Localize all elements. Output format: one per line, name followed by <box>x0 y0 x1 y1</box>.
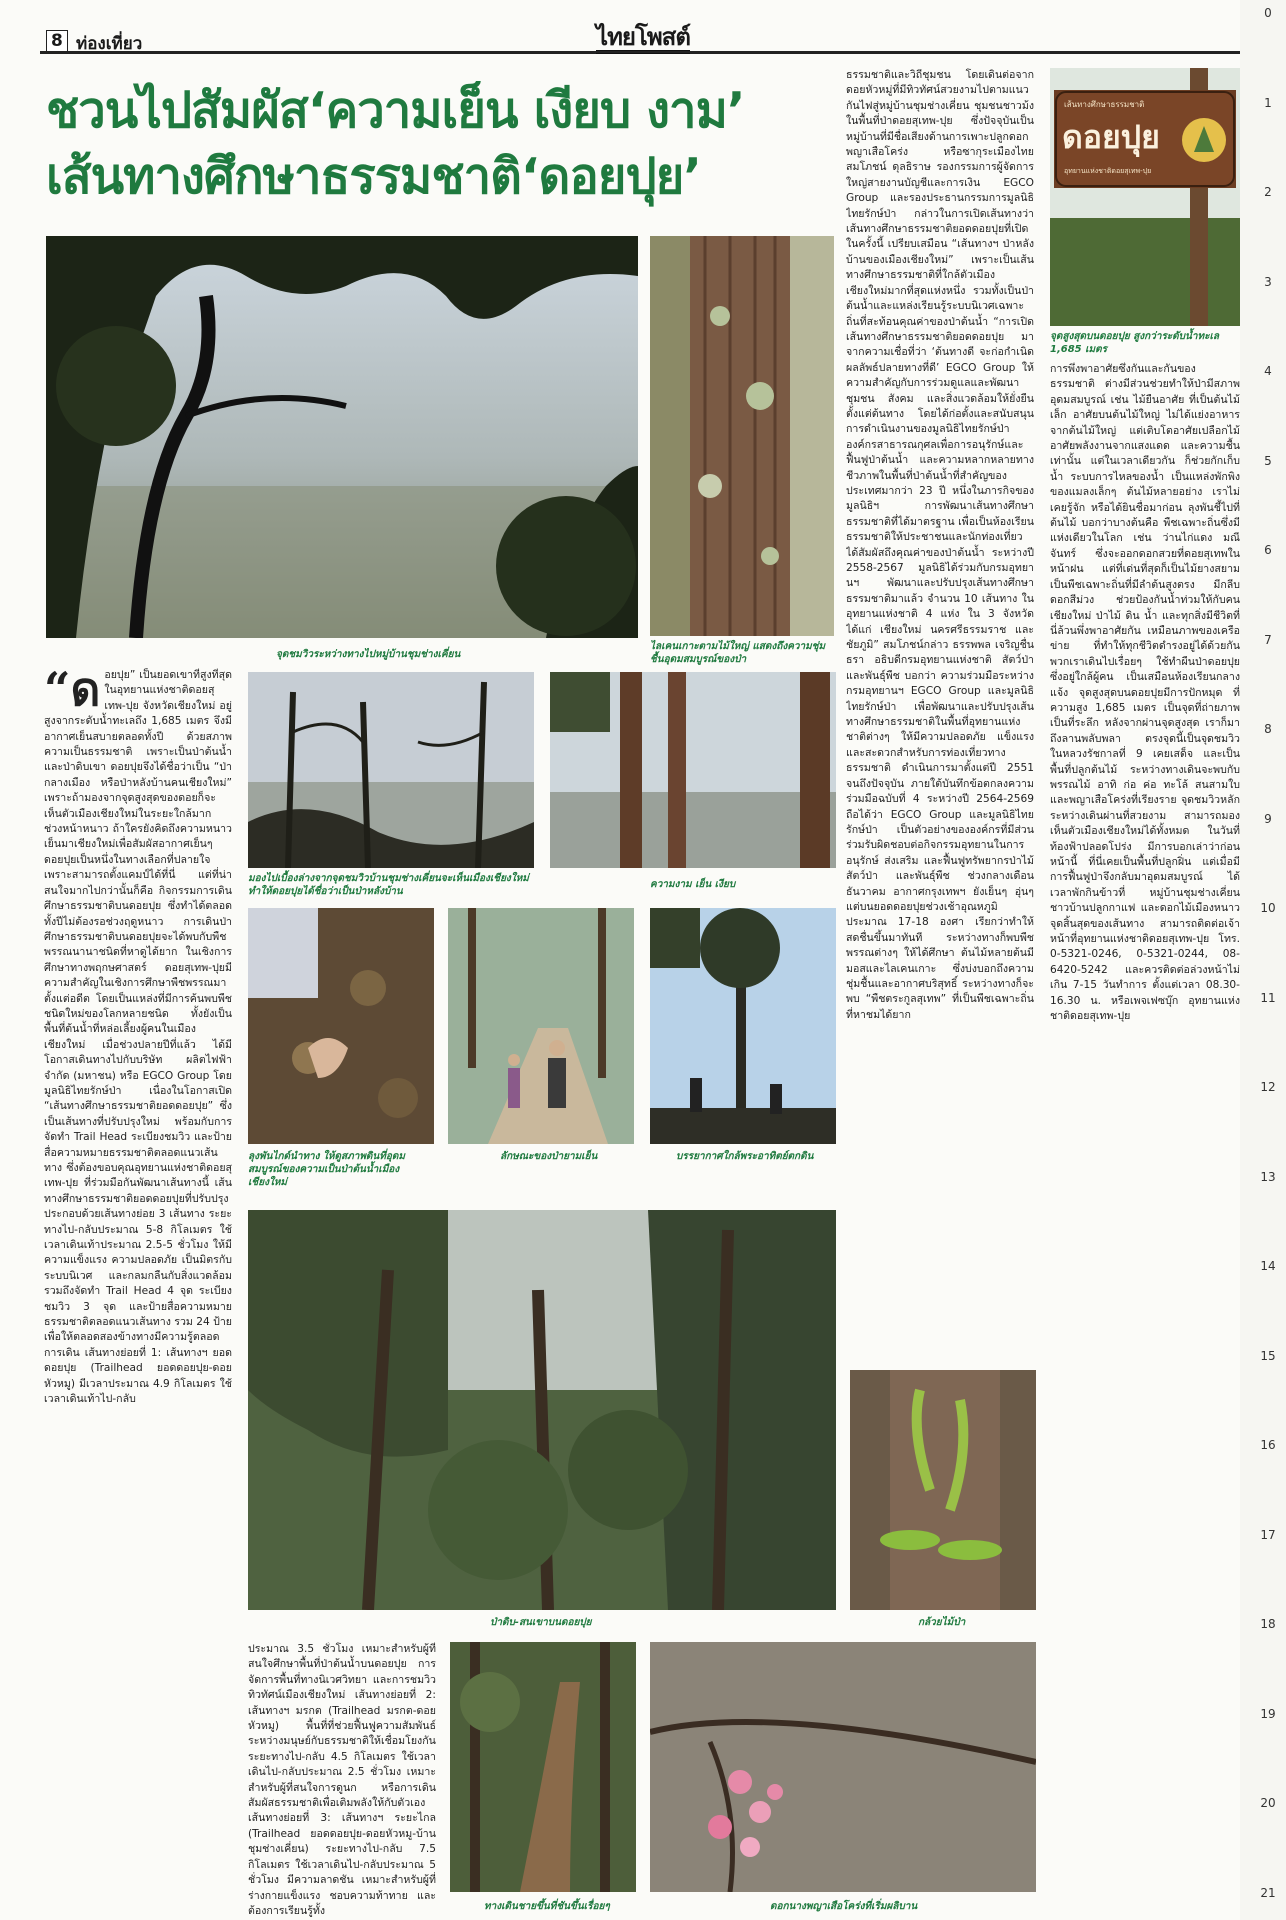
photo-wild-orchid <box>850 1370 1036 1610</box>
article-col1-text: อยปุย” เป็นยอดเขาที่สูงที่สุดในอุทยานแห่งชาติดอยสุเทพ-ปุย จังหวัดเชียงใหม่ อยู่สูงจากระดับน้ำทะเลถึง 1,685 เมตร จึงมีอากาศเย็นสบายตลอดทั้งปี ด้วยสภาพความเป็นธรรมชาติ เพราะเป็นป่าต้นน้ำ และป่าดิบเขา ดอยปุยจึงได้ชื่อว่าเป็น “ป่ากลางเมือง หรือป่าหลังบ้านคนเชียงใหม่” เพราะถ้ามองจากจุดสูงสุดของดอยก็จะเห็นตัวเมืองเชียงใหม่ในระยะใกล้มาก ช่วงหน้าหนาว ถ้าใครยังคิดถึงความหนาวเย็นมาเชียงใหม่เพื่อสัมผัสอากาศเย็นๆ ดอยปุยเป็นหนึ่งในทางเลือกที่ปลายใจ เพราะสามารถตั้งแคมป์ได้ที่นี่ แต่ที่น่าสนใจมากไปกว่านั้นก็คือ กิจกรรมการเดินศึกษาธรรมชาติบนดอยปุย ซึ่งทำได้ตลอดทั้งปีไม่ต้องรอช่วงฤดูหนาว การเดินป่าศึกษาธรรมชาติบนดอยปุยจะได้พบกับพืชพรรณนานาชนิดที่หาดูได้ยาก ในเชิงการศึกษาทางพฤกษศาสตร์ ดอยสุเทพ-ปุยมีความสำคัญในเชิงการศึกษาพืชพรรณมาตั้งแต่อดีต โดยเป็นแหล่งที่มีการค้นพบพืชชนิดใหม่ของโลกหลายชนิด ทั้งยังเป็นพื้นที่ต้นน้ำที่หล่อเลี้ยงผู้คนในเมืองเชียงใหม่ เมื่อช่วงปลายปีที่แล้ว ได้มีโอกาสเดินทางไปกับบริษัท ผลิตไฟฟ้า จำกัด (มหาชน) หรือ EGCO Group โดย มูลนิธิไทยรักษ์ป่า เนื่องในโอกาสเปิด “เส้นทางศึกษาธรรมชาติยอดดอยปุย” ซึ่งเป็นเส้นทางที่ปรับปรุงใหม่ พร้อมกับการจัดทำ Trail Head ระเบียงชมวิว และป้ายสื่อความหมายธรรมชาติตลอดแนวเส้นทาง ซึ่งต้องขอบคุณอุทยานแห่งชาติดอยสุเทพ-ปุย ที่ร่วมมือกันพัฒนาเส้นทางนี้ เส้นทางศึกษาธรรมชาติยอดดอยปุยที่ปรับปรุงประกอบด้วยเส้นทางย่อย 3 เส้นทาง ระยะทางไป-กลับประมาณ 5-8 กิโลเมตร ใช้เวลาเดินเท้าประมาณ 2.5-5 ชั่วโมง ให้มีความแข็งแรง ความปลอดภัย เป็นมิตรกับระบบนิเวศ และกลมกลืนกับสิ่งแวดล้อม รวมถึงจัดทำ Trail Head 4 จุด ระเบียงชมวิว 3 จุด และป้ายสื่อความหมายธรรมชาติตลอดแนวเส้นทาง รวม 24 ป้าย เพื่อให้ตลอดสองข้างทางมีความรู้ตลอดการเดิน เส้นทางย่อยที่ 1: เส้นทางฯ ยอดดอยปุย (Trailhead ยอดดอยปุย-ดอยหัวหมู) มีเวลาประมาณ 4.9 กิโลเมตร ใช้เวลาเดินเท้าไป-กลับ <box>44 669 232 1406</box>
photo-guide-soil <box>248 908 434 1144</box>
photo-sunset-viewpoint <box>650 908 836 1144</box>
ruler-mark: 7 <box>1264 632 1272 647</box>
ruler-mark: 14 <box>1260 1259 1276 1273</box>
photo-hill-forest <box>248 1210 836 1610</box>
headline-line-2: เส้นทางศึกษาธรรมชาติ‘ดอยปุย’ <box>46 148 701 205</box>
caption-hill-forest: ป่าดิบ-สนเขาบนดอยปุย <box>490 1617 592 1628</box>
section-name: ท่องเที่ยว <box>76 34 143 54</box>
ruler-mark: 9 <box>1264 811 1272 826</box>
ruler-mark: 0 <box>1264 6 1272 20</box>
ruler-mark: 16 <box>1260 1438 1276 1452</box>
caption-forest-path: ลักษณะของป่ายามเย็น <box>500 1151 598 1162</box>
ruler-mark: 21 <box>1260 1885 1276 1900</box>
sign-bottom-text: อุทยานแห่งชาติดอยสุเทพ-ปุย <box>1064 167 1152 175</box>
caption-summit: จุดสูงสุดบนดอยปุย สูงกว่าระดับน้ำทะเล 1,685 เมตร <box>1050 331 1219 355</box>
ruler-mark: 8 <box>1264 722 1272 736</box>
ruler-mark: 15 <box>1260 1348 1276 1363</box>
article-col4-text: การพึ่งพาอาศัยซึ่งกันและกันของธรรมชาติ ต่างมีส่วนช่วยทำให้ป่ามีสภาพอุดมสมบูรณ์ เช่น ไม้ยืนอาศัย ที่เป็นต้นไม้เล็ก อาศัยบนต้นไม้ใหญ่ ไม่ได้แย่งอาหารจากต้นไม้ใหญ่ แต่เติบโตอาศัยเปลือกไม้ อาศัยพลังงานจากแสงแดด และความชื้นเท่านั้น แต่ในเวลาเดียวกัน ก็ช่วยกักเก็บน้ำ ระบบการไหลของน้ำ เป็นแหล่งพักพิงของแมลงเล็กๆ ต้นไม้หลายอย่าง เราไม่เคยรู้จัก หรือได้ยินชื่อมาก่อน ลุงพันชี้ไปที่ต้นไม้ บอกว่าบางต้นคือ พืชเฉพาะถิ่นซึ่งมีแห่งเดียวในโลก เช่น ว่านไก่แดง มณีจันทร์ ซึ่งจะออกดอกสวยที่ดอยสุเทพในหน้าฝน แต่ที่เด่นที่สุดก็เป็นไม้ยางสยาม เป็นพืชเฉพาะถิ่นที่มีลำต้นสูงตรง มีกลีบดอกสีม่วง ช่วยป้องกันน้ำท่วมให้กับคนเชียงใหม่ ป่าไม้ ดิน น้ำ และทุกสิ่งมีชีวิตที่นี่ล้วนพึ่งพาอาศัยกัน เหมือนภาพของเครือข่าย ที่ทำให้ทุกชีวิตดำรงอยู่ได้ด้วยกัน พวกเราเดินไปเรื่อยๆ ใช้ทำผืนป่าดอยปุยซึ่งอยู่ใกล้ผู้คน เป็นเสมือนห้องเรียนกลางแจ้ง จุดสูงสุดบนดอยปุยมีการปักหมุด ที่ความสูง 1,685 เมตร เป็นจุดที่ถ่ายภาพเป็นที่ระลึก หลังจากผ่านจุดสูงสุด เราก็มาถึงลานพลับพลา ตรงจุดนี้เป็นจุดชมวิว ในหลวงรัชกาลที่ 9 เคยเสด็จ และเป็นพื้นที่ปลูกต้นไม้ ระหว่างทางเดินจะพบกับพรรณไม้ อาทิ ก่อ ค่อ ทะโล้ สนสามใบ และพญาเสือโคร่งที่เรียงราย จุดชมวิวหลักระหว่างเดินผ่านที่สวยงาม สามารถมองเห็นตัวเมืองเชียงใหม่ได้ทั้งหมด ในวันที่ท้องฟ้าปลอดโปร่ง มีการบอกเล่าว่าก่อนหน้านี้ ที่นี่เคยเป็นพื้นที่ปลูกฝิ่น แต่เมื่อมีการฟื้นฟูป่าจึงกลับมาอุดมสมบูรณ์ ได้เวลาพักกินข้าวที่ หมู่บ้านชุมช่างเคี่ยน ชาวบ้านปลูกกาแฟ และดอกไม้เมืองหนาว จุดสิ้นสุดของเส้นทาง สามารถติดต่อเจ้าหน้าที่อุทยานแห่งชาติดอยสุเทพ-ปุย โทร. 0-5321-0246, 0-5321-0244, 08-6420-5242 และควรติดต่อล่วงหน้าไม่เกิน 7-15 วันทำการ ตั้งแต่เวลา 08.30-16.30 น. หรือเพจเฟซบุ๊ก อุทยานแห่งชาติดอยสุเทพ-ปุย <box>1050 363 1240 1023</box>
caption-valley-view: จุดชมวิวระหว่างทางไปหมู่บ้านชุมช่างเคี่ยน <box>276 649 461 660</box>
drop-cap: “ด <box>44 668 101 716</box>
photo-doi-pui-sign <box>1050 68 1240 326</box>
photo-lichen-trunk <box>650 236 834 636</box>
photo-forest-path <box>448 908 634 1144</box>
page-number: 8 <box>46 30 68 52</box>
caption-guide-soil: ลุงพันไกด์นำทาง ให้ดูสภาพดินที่อุดมสมบูรณ์ของความเป็นป่าต้นน้ำเมืองเชียงใหม่ <box>248 1151 405 1188</box>
masthead-logo: ไทยโพสต์ <box>596 24 690 54</box>
caption-lichen-trunk: ไลเคนเกาะตามไม้ใหญ่ แสดงถึงความชุ่มชื้นอุดมสมบูรณ์ของป่า <box>650 641 826 665</box>
ruler-mark: 12 <box>1260 1080 1276 1094</box>
caption-steep-trail: ทางเดินชายขึ้นที่ชันขึ้นเรื่อยๆ <box>484 1901 610 1912</box>
page-ruler <box>1250 0 1286 1920</box>
article-column-2 <box>846 68 1034 1362</box>
photo-steep-trail <box>450 1642 636 1892</box>
headline-line-1: ชวนไปสัมผัส‘ความเย็น เงียบ งาม’ <box>46 82 745 139</box>
photo-cherry-blossom <box>650 1642 1036 1892</box>
article-column-3 <box>248 1642 436 1918</box>
ruler-mark: 5 <box>1264 453 1272 468</box>
headline <box>46 78 826 210</box>
photo-pine-trunks <box>550 672 836 868</box>
ruler-mark: 6 <box>1264 543 1272 557</box>
sign-name-text: ดอยปุย <box>1062 118 1160 156</box>
ruler-mark: 17 <box>1260 1527 1276 1542</box>
ruler-mark: 4 <box>1264 364 1272 378</box>
photo-valley-view <box>46 236 638 638</box>
ruler-mark: 10 <box>1260 901 1276 915</box>
ruler-mark: 11 <box>1260 990 1276 1005</box>
ruler-mark: 2 <box>1264 185 1272 199</box>
caption-pine-trunks: ความงาม เย็น เงียบ <box>650 879 736 890</box>
ruler-mark: 20 <box>1260 1796 1276 1810</box>
caption-wild-orchid: กล้วยไม้ป่า <box>918 1617 966 1628</box>
ruler-mark: 19 <box>1260 1706 1276 1721</box>
photo-city-silhouette <box>248 672 534 868</box>
caption-cherry-blossom: ดอกนางพญาเสือโคร่งที่เริ่มผลิบาน <box>770 1901 918 1912</box>
ruler-mark: 3 <box>1264 274 1272 289</box>
sign-top-text: เส้นทางศึกษาธรรมชาติ <box>1064 100 1145 109</box>
article-col3-text: ประมาณ 3.5 ชั่วโมง เหมาะสำหรับผู้ที่สนใจศึกษาพื้นที่ป่าต้นน้ำบนดอยปุย การจัดการพื้นที่ทางนิเวศวิทยา และการชมวิวทิวทัศน์เมืองเชียงใหม่ เส้นทางย่อยที่ 2: เส้นทางฯ มรกต (Trailhead มรกต-ดอยหัวหมู) พื้นที่ที่ช่วยฟื้นฟูความสัมพันธ์ระหว่างมนุษย์กับธรรมชาติให้เชื่อมโยงกัน ระยะทางไป-กลับ 4.5 กิโลเมตร ใช้เวลาเดินไป-กลับประมาณ 2.5 ชั่วโมง เหมาะสำหรับผู้ที่สนใจการดูนก หรือการเดินสัมผัสธรรมชาติเพื่อเติมพลังให้กับตัวเอง เส้นทางย่อยที่ 3: เส้นทางฯ ระยะไกล (Trailhead ยอดดอยปุย-ดอยหัวหมู-บ้านชุมช่างเคี่ยน) ระยะทางไป-กลับ 7.5 กิโลเมตร ใช้เวลาเดินไป-กลับประมาณ 5 ชั่วโมง มีความลาดชัน เหมาะสำหรับผู้ที่ร่างกายแข็งแรง ชอบความท้าทาย และต้องการเรียนรู้ทั้ง <box>248 1643 436 1917</box>
article-column-4 <box>1050 362 1240 1910</box>
ruler-mark: 18 <box>1260 1617 1276 1631</box>
ruler-mark: 13 <box>1260 1169 1276 1184</box>
caption-sunset-viewpoint: บรรยากาศใกล้พระอาทิตย์ตกดิน <box>676 1151 814 1162</box>
article-col2-text: ธรรมชาติและวิถีชุมชน โดยเดินต่อจากดอยหัวหมู่ที่มีทิวทัศน์สวยงามไปตามแนวกันไฟสู่หมู่บ้านชุมช่างเคี่ยน ชุมชนชาวม้งในพื้นที่ป่าดอยสุเทพ-ปุย ซึ่งปัจจุบันเป็นหมู่บ้านที่มีชื่อเสียงด้านการเพาะปลูกดอกพญาเสือโคร่ง หรือซากุระเมืองไทย สมโภชน์ ดุลธิราษ รองกรรมการผู้จัดการใหญ่สายงานบัญชีและการเงิน EGCO Group และรองประธานกรรมการมูลนิธิไทยรักษ์ป่า กล่าวในการเปิดเส้นทางว่า เส้นทางศึกษาธรรมชาติยอดดอยปุยที่เปิดในครั้งนี้ เปรียบเสมือน “เส้นทางฯ ป่าหลังบ้านของเมืองเชียงใหม่” เพราะเป็นเส้นทางศึกษาธรรมชาติที่ใกล้ตัวเมืองเชียงใหม่มากที่สุดแห่งหนึ่ง รวมทั้งเป็นป่าต้นน้ำและแหล่งเรียนรู้ระบบนิเวศเฉพาะถิ่นที่สะท้อนคุณค่าของป่าต้นน้ำ “การเปิดเส้นทางศึกษาธรรมชาติยอดดอยปุย มาจากความเชื่อที่ว่า ‘ต้นทางดี จะก่อกำเนิดผลลัพธ์ปลายทางที่ดี’ EGCO Group ให้ความสำคัญกับการร่วมดูแลและพัฒนาชุมชน สังคม และสิ่งแวดล้อมให้ยั่งยืนตั้งแต่ต้นทาง โดยได้ก่อตั้งและสนับสนุนการดำเนินงานของมูลนิธิไทยรักษ์ป่า องค์กรสาธารณกุศลเพื่อการอนุรักษ์และฟื้นฟูป่าต้นน้ำ และความหลากหลายทางชีวภาพในพื้นที่ป่าต้นน้ำที่สำคัญของประเทศมากว่า 23 ปี หนึ่งในภารกิจของมูลนิธิฯ การพัฒนาเส้นทางศึกษาธรรมชาติที่ได้มาตรฐาน เพื่อเป็นห้องเรียนธรรมชาติให้ประชาชนและนักท่องเที่ยวได้สัมผัสถึงคุณค่าของป่าต้นน้ำ ระหว่างปี 2558-2567 มูลนิธิได้ร่วมกับกรมอุทยานฯ พัฒนาและปรับปรุงเส้นทางศึกษาธรรมชาติมาแล้ว จำนวน 10 เส้นทาง ในอุทยานแห่งชาติ 4 แห่ง ใน 3 จังหวัด ได้แก่ เชียงใหม่ นครศรีธรรมราช และชัยภูมิ” สมโภชน์กล่าว ธรรพพล เจริญชื่นธรา อธิบดีกรมอุทยานแห่งชาติ สัตว์ป่า และพันธุ์พืช บอกว่า ความร่วมมือระหว่าง กรมอุทยานฯ EGCO Group และมูลนิธิไทยรักษ์ป่า เพื่อพัฒนาและปรับปรุงเส้นทางศึกษาธรรมชาติในพื้นที่อุทยานแห่งชาติต่างๆ ให้มีความปลอดภัย แข็งแรง และสะดวกสำหรับการท่องเที่ยวทางธรรมชาติ ดำเนินการมาตั้งแต่ปี 2551 จนถึงปัจจุบัน ภายใต้บันทึกข้อตกลงความร่วมมือฉบับที่ 4 ระหว่างปี 2564-2569 ถือได้ว่า EGCO Group และมูลนิธิไทยรักษ์ป่า เป็นตัวอย่างขององค์กรที่มีส่วนร่วมรับผิดชอบต่อกิจกรรมอุทยานในการอนุรักษ์ ส่งเสริม และฟื้นฟูทรัพยากรป่าไม้ สัตว์ป่า และพันธุ์พืช ช่วงกลางเดือนธันวาคม อากาศกรุงเทพฯ ยังเย็นๆ อุ่นๆ แต่บนยอดดอยปุยช่วงเช้าอุณหภูมิประมาณ 17-18 องศา เรียกว่าทำให้สดชื่นขึ้นมาทันที ระหว่างทางก็พบพืชพรรณต่างๆ ให้ได้ศึกษา ต้นไม้หลายต้นมีมอสและไลเคนเกาะ ซึ่งบ่งบอกถึงความชุ่มชื้นและอากาศบริสุทธิ์ ระหว่างทางก็จะพบ “พืชตระกูลสุเทพ” ที่เป็นพืชเฉพาะถิ่นที่หาชมได้ยาก <box>846 69 1034 1021</box>
article-column-1 <box>44 668 232 1894</box>
page-header <box>40 24 1240 54</box>
ruler-mark: 1 <box>1264 95 1272 110</box>
caption-city-silhouette: มองไปเบื้องล่างจากจุดชมวิวบ้านชุมช่างเคี่ยนจะเห็นเมืองเชียงใหม่ ทำให้ดอยปุยได้ชื่อว่าเป็นป่าหลังบ้าน <box>248 873 529 897</box>
